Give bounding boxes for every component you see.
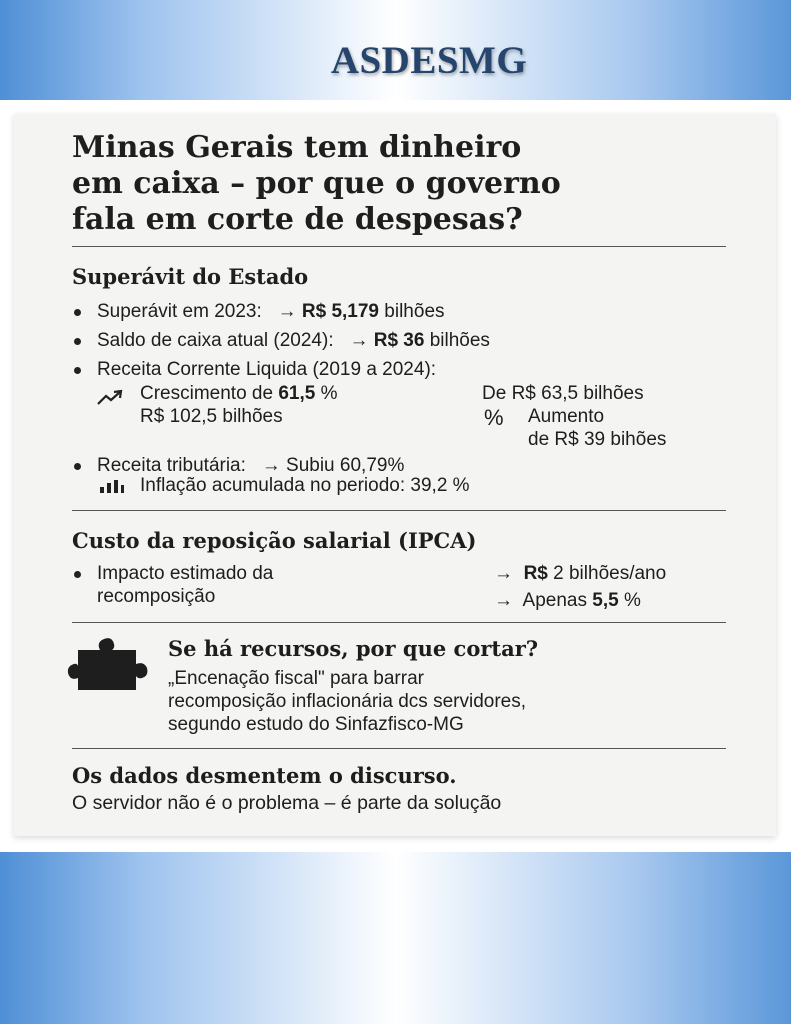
section-title-superavit: Superávit do Estado [72, 264, 309, 289]
cost-currency: R$ [523, 563, 548, 584]
percent-icon: % [484, 405, 504, 430]
growth-value: 61,5 [278, 383, 316, 404]
closing-subtitle: O servidor não é o problema – é parte da solução [72, 792, 502, 814]
brand-logo-text: ASDESMG [330, 39, 528, 82]
cash-balance-unit: bilhões [429, 330, 490, 351]
footer-band [0, 852, 791, 1024]
tax-revenue-label: Receita tributária: [97, 455, 246, 476]
rcl-from-value: De R$ 63,5 bilhões [482, 383, 644, 404]
cost-pct-unit: % [623, 590, 641, 611]
section-title-custo: Custo da reposição salarial (IPCA) [72, 528, 477, 553]
superavit-2023-label: Superávit em 2023: [97, 301, 262, 322]
cash-balance-label: Saldo de caixa atual (2024): [97, 330, 334, 351]
cost-per-year [494, 562, 666, 585]
inflation-text: Inflação acumulada no periodo: 39,2 % [140, 475, 470, 496]
growth-prefix: Crescimento de [140, 383, 274, 404]
cost-percentage [494, 589, 641, 612]
puzzle-piece-icon [66, 636, 156, 692]
closing-title: Os dados desmentem o discurso. [72, 763, 457, 788]
tax-revenue-value: → Subiu 60,79% [261, 455, 405, 476]
growth-text [140, 382, 338, 405]
superavit-2023-item [97, 300, 445, 323]
headline [72, 130, 732, 238]
cost-pct-value: 5,5 [592, 590, 619, 611]
callout-line-3: segundo estudo do Sinfazfisco-MG [168, 714, 464, 735]
cost-pct-prefix: Apenas [522, 590, 587, 611]
headline-line-3: fala em corte de despesas? [72, 202, 523, 237]
arrow: → [494, 563, 513, 584]
bullet [74, 367, 81, 374]
callout-line-2: recomposição inflacionária dcs servidores, [168, 691, 526, 712]
increase-label: Aumento [528, 406, 605, 427]
cost-amount: 2 bilhões/ano [553, 563, 667, 584]
impact-line-1: Impacto estimado da [97, 563, 274, 584]
divider [72, 246, 726, 247]
bullet [74, 338, 81, 345]
arrow: → [277, 301, 297, 322]
superavit-2023-unit: bilhões [384, 301, 445, 322]
headline-line-1: Minas Gerais tem dinheiro [72, 130, 522, 165]
rcl-to-value: R$ 102,5 bilhões [140, 406, 283, 427]
trend-up-icon [96, 389, 126, 407]
growth-unit: % [320, 383, 338, 404]
increase-value: de R$ 39 bihões [528, 429, 667, 450]
superavit-2023-value: R$ 5,179 [301, 301, 380, 322]
cash-balance-item [97, 329, 490, 352]
rcl-label: Receita Corrente Liquida (2019 a 2024): [97, 359, 437, 380]
arrow: → [494, 590, 513, 611]
divider [72, 748, 726, 749]
callout-title: Se há recursos, por que cortar? [168, 636, 539, 661]
callout-line-1: „Encenação fiscal" para barrar [168, 668, 424, 689]
arrow: → [349, 330, 369, 351]
bullet [74, 463, 81, 470]
bullet [74, 571, 81, 578]
divider [72, 622, 726, 623]
impact-line-2: recomposição [97, 586, 216, 607]
bullet [74, 309, 81, 316]
divider [72, 510, 726, 511]
bar-chart-icon [99, 479, 125, 493]
headline-line-2: em caixa – por que o governo [72, 166, 561, 201]
cash-balance-value: R$ 36 [373, 330, 425, 351]
